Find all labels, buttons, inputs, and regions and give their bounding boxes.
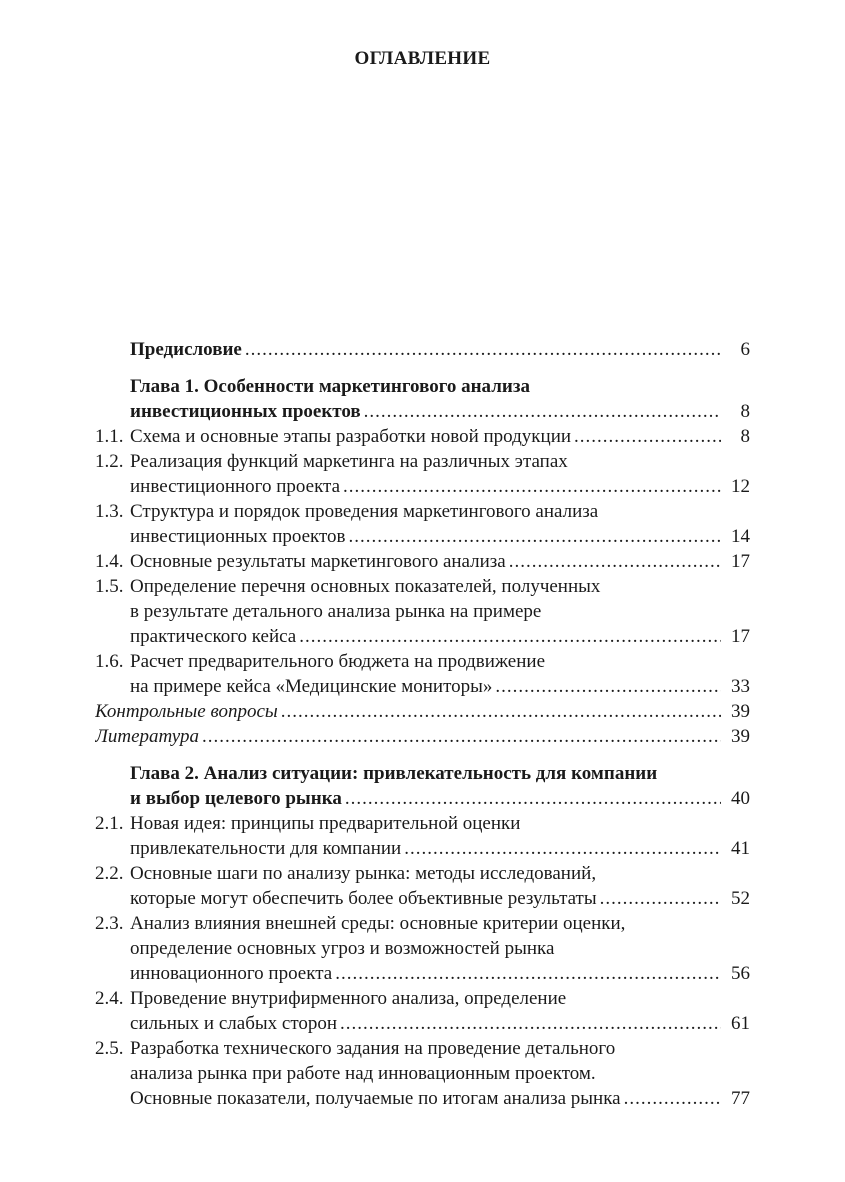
toc-page-number: 56 — [731, 963, 750, 984]
toc-page-number: 41 — [731, 838, 750, 859]
toc-page-number: 12 — [731, 476, 750, 497]
toc-page-number: 33 — [731, 676, 750, 697]
toc-page-number: 39 — [731, 726, 750, 747]
toc-entry — [95, 986, 750, 1036]
toc-entry-text: Новая идея: принципы предварительной оценки — [130, 813, 521, 834]
toc-entry — [95, 337, 750, 362]
toc-entry-number: 2.1. — [95, 813, 124, 834]
toc-entry-text: Глава 2. Анализ ситуации: привлекательность для компании — [130, 763, 658, 784]
toc-entry — [95, 499, 750, 549]
toc-entry-text: Реализация функций маркетинга на различных этапах — [130, 451, 568, 472]
toc-page-number: 52 — [731, 888, 750, 909]
toc-entry-text: сильных и слабых сторон — [130, 1013, 338, 1034]
dot-leader — [335, 961, 721, 986]
toc-entry-text: инвестиционных проектов — [130, 526, 346, 547]
toc-entry-text: Расчет предварительного бюджета на продвижение — [130, 651, 546, 672]
toc-entry-number: 2.5. — [95, 1038, 124, 1059]
dot-leader — [343, 474, 721, 499]
toc-entry-text: Предисловие — [130, 339, 242, 360]
toc-page-number: 8 — [740, 401, 750, 422]
toc-entry — [95, 861, 750, 911]
toc-entry — [95, 424, 750, 449]
toc-entry — [95, 724, 750, 749]
dot-leader — [281, 699, 721, 724]
page-title: ОГЛАВЛЕНИЕ — [354, 48, 491, 69]
dot-leader — [245, 337, 721, 362]
toc-page-number: 61 — [731, 1013, 750, 1034]
toc-page-number: 14 — [731, 526, 750, 547]
toc-entry-text: которые могут обеспечить более объективные результаты — [130, 888, 597, 909]
toc-entry-text: инвестиционного проекта — [130, 476, 341, 497]
toc-entry — [95, 549, 750, 574]
toc-page-number: 40 — [731, 788, 750, 809]
toc-entry — [95, 761, 750, 811]
toc-entry — [95, 1036, 750, 1111]
toc-entry-number: 1.1. — [95, 426, 124, 447]
toc-page-number: 77 — [731, 1088, 750, 1109]
dot-leader — [600, 886, 721, 911]
toc-entry-text: Основные шаги по анализу рынка: методы исследований, — [130, 863, 597, 884]
toc-entry — [95, 911, 750, 986]
toc-entry-text: Основные показатели, получаемые по итогам анализа рынка — [130, 1088, 621, 1109]
toc-entry-text: анализа рынка при работе над инновационным проектом. — [130, 1063, 596, 1084]
toc-entry-number: 2.3. — [95, 913, 124, 934]
dot-leader — [340, 1011, 721, 1036]
dot-leader — [202, 724, 721, 749]
toc-entry-text: Глава 1. Особенности маркетингового анализа — [130, 376, 530, 397]
toc-entry — [95, 649, 750, 699]
toc-entry-text: инновационного проекта — [130, 963, 333, 984]
toc-entry-text: Контрольные вопросы — [95, 701, 278, 722]
toc-page-number: 17 — [731, 626, 750, 647]
dot-leader — [624, 1086, 721, 1111]
toc-entry-text: на примере кейса «Медицинские мониторы» — [130, 676, 493, 697]
toc-page-number: 17 — [731, 551, 750, 572]
toc-entry-number: 2.2. — [95, 863, 124, 884]
toc-entry-text: Анализ влияния внешней среды: основные критерии оценки, — [130, 913, 626, 934]
toc-entry — [95, 699, 750, 724]
toc-entry-text: Литература — [95, 726, 199, 747]
toc-entry-text: Проведение внутрифирменного анализа, определение — [130, 988, 567, 1009]
toc-entry-text: определение основных угроз и возможностей рынка — [130, 938, 555, 959]
dot-leader — [345, 786, 721, 811]
toc-entry-text: Определение перечня основных показателей, полученных — [130, 576, 601, 597]
toc-entry-text: инвестиционных проектов — [130, 401, 361, 422]
toc-entry — [95, 574, 750, 649]
dot-leader — [495, 674, 721, 699]
toc-entry — [95, 374, 750, 424]
toc-entry-text: и выбор целевого рынка — [130, 788, 342, 809]
dot-leader — [574, 424, 721, 449]
toc-entry-text: Структура и порядок проведения маркетингового анализа — [130, 501, 599, 522]
dot-leader — [299, 624, 721, 649]
table-of-contents — [95, 337, 750, 1111]
toc-entry — [95, 811, 750, 861]
dot-leader — [349, 524, 721, 549]
toc-entry-text: привлекательности для компании — [130, 838, 402, 859]
dot-leader — [509, 549, 721, 574]
toc-entry-text: практического кейса — [130, 626, 297, 647]
toc-entry-number: 1.3. — [95, 501, 124, 522]
toc-entry-text: Основные результаты маркетингового анализа — [130, 551, 506, 572]
toc-entry-number: 2.4. — [95, 988, 124, 1009]
toc-entry-text: в результате детального анализа рынка на примере — [130, 601, 542, 622]
toc-entry-number: 1.5. — [95, 576, 124, 597]
toc-page-number: 8 — [740, 426, 750, 447]
toc-entry-number: 1.6. — [95, 651, 124, 672]
toc-entry-text: Схема и основные этапы разработки новой продукции — [130, 426, 572, 447]
dot-leader — [404, 836, 721, 861]
toc-entry-number: 1.2. — [95, 451, 124, 472]
toc-entry-number: 1.4. — [95, 551, 124, 572]
dot-leader — [364, 399, 721, 424]
toc-page-number: 39 — [731, 701, 750, 722]
toc-entry — [95, 449, 750, 499]
toc-page-number: 6 — [740, 339, 750, 360]
toc-entry-text: Разработка технического задания на проведение детального — [130, 1038, 616, 1059]
